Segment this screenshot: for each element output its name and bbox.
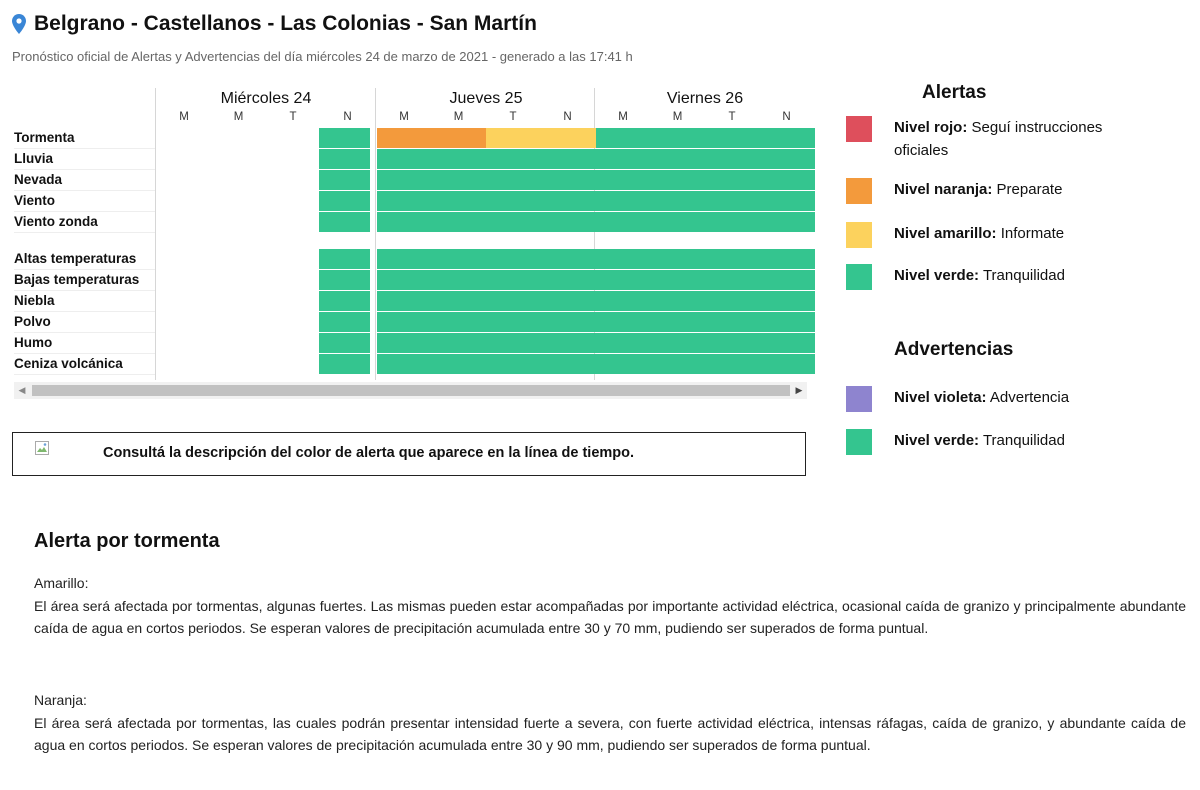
day-header: Jueves 25	[449, 90, 523, 107]
alert-cell[interactable]	[541, 128, 596, 148]
alert-cell[interactable]	[705, 312, 760, 332]
period-label: T	[728, 111, 736, 123]
alert-cell[interactable]	[319, 149, 370, 169]
row-label: Ceniza volcánica	[14, 353, 155, 375]
period-label: N	[563, 111, 572, 123]
period-label: T	[509, 111, 517, 123]
alert-cell[interactable]	[377, 149, 432, 169]
alert-cell[interactable]	[541, 212, 596, 232]
alert-cell[interactable]	[377, 291, 432, 311]
period-label: M	[618, 111, 628, 123]
alert-cell[interactable]	[705, 170, 760, 190]
alert-cell[interactable]	[705, 128, 760, 148]
alert-cell[interactable]	[596, 354, 651, 374]
alert-cell[interactable]	[596, 128, 651, 148]
legend-swatch	[846, 386, 872, 412]
alert-cell[interactable]	[377, 312, 432, 332]
alert-cell[interactable]	[541, 354, 596, 374]
alert-cell[interactable]	[319, 191, 370, 211]
legend-swatch	[846, 264, 872, 290]
alert-cell[interactable]	[705, 191, 760, 211]
alertas-title: Alertas	[922, 82, 987, 103]
alert-cell[interactable]	[486, 270, 541, 290]
alert-cell[interactable]	[432, 270, 487, 290]
alert-cell[interactable]	[377, 333, 432, 353]
legend-text: Nivel amarillo: Informate	[894, 225, 1065, 242]
broken-image-icon	[35, 441, 49, 455]
alert-cell[interactable]	[596, 191, 651, 211]
period-label: M	[672, 111, 683, 123]
alert-cell[interactable]	[596, 170, 651, 190]
day-separator	[375, 88, 376, 380]
alert-cell[interactable]	[541, 312, 596, 332]
period-label: M	[399, 111, 409, 123]
legend-text: Nivel naranja: Preparate	[894, 181, 1063, 198]
legend-text: Nivel verde: Tranquilidad	[894, 432, 1065, 449]
alert-cell[interactable]	[760, 212, 815, 232]
alert-cell[interactable]	[705, 212, 760, 232]
alert-cell[interactable]	[541, 291, 596, 311]
legend-swatch	[846, 178, 872, 204]
amarillo-label: Amarillo:	[34, 575, 89, 591]
legend-item	[846, 386, 1104, 412]
alert-cell[interactable]	[541, 191, 596, 211]
alert-cell[interactable]	[319, 270, 370, 290]
row-label: Bajas temperaturas	[14, 269, 155, 291]
row-label: Niebla	[14, 290, 155, 312]
alert-cell[interactable]	[705, 149, 760, 169]
row-label: Tormenta	[14, 127, 155, 149]
horizontal-scrollbar[interactable]	[14, 382, 807, 399]
alert-cell[interactable]	[651, 212, 706, 232]
period-label: N	[782, 111, 791, 123]
alert-cell[interactable]	[432, 212, 487, 232]
alert-cell[interactable]	[377, 128, 432, 148]
alert-cell[interactable]	[541, 170, 596, 190]
row-label: Lluvia	[14, 148, 155, 170]
alert-cell[interactable]	[705, 270, 760, 290]
alert-cell[interactable]	[541, 270, 596, 290]
alert-cell[interactable]	[651, 149, 706, 169]
naranja-label: Naranja:	[34, 692, 87, 708]
row-label: Viento zonda	[14, 211, 155, 233]
legend-item	[846, 222, 1104, 248]
alert-cell[interactable]	[377, 354, 432, 374]
alert-cell[interactable]	[486, 149, 541, 169]
scrollbar-thumb[interactable]	[32, 385, 790, 396]
alert-cell[interactable]	[651, 312, 706, 332]
row-label: Viento	[14, 190, 155, 212]
alert-cell[interactable]	[541, 149, 596, 169]
page-title: Belgrano - Castellanos - Las Colonias - San Martín	[34, 12, 537, 35]
alert-cell[interactable]	[651, 333, 706, 353]
alert-cell[interactable]	[377, 249, 432, 269]
alert-cell[interactable]	[377, 270, 432, 290]
day-header: Miércoles 24	[220, 90, 312, 107]
alert-cell[interactable]	[486, 212, 541, 232]
alert-cell[interactable]	[432, 291, 487, 311]
alert-cell[interactable]	[760, 191, 815, 211]
scroll-left-icon[interactable]: ◀	[18, 385, 26, 395]
alert-cell[interactable]	[319, 212, 370, 232]
alert-cell[interactable]	[596, 270, 651, 290]
page-header	[12, 12, 537, 36]
section-title: Alerta por tormenta	[34, 530, 220, 552]
alert-cell[interactable]	[432, 191, 487, 211]
alert-cell[interactable]	[651, 354, 706, 374]
alert-cell[interactable]	[705, 249, 760, 269]
alert-cell[interactable]	[319, 291, 370, 311]
row-label: Humo	[14, 332, 155, 354]
alert-cell[interactable]	[760, 333, 815, 353]
alert-cell[interactable]	[432, 312, 487, 332]
alert-cell[interactable]	[377, 212, 432, 232]
alert-cell[interactable]	[377, 170, 432, 190]
alert-cell[interactable]	[486, 128, 541, 148]
alert-cell[interactable]	[377, 191, 432, 211]
alert-cell[interactable]	[651, 191, 706, 211]
alert-cell[interactable]	[651, 128, 706, 148]
alert-cell[interactable]	[319, 312, 370, 332]
alert-cell[interactable]	[760, 270, 815, 290]
alert-cell[interactable]	[705, 333, 760, 353]
alert-cell[interactable]	[596, 212, 651, 232]
alert-cell[interactable]	[596, 291, 651, 311]
advertencias-title: Advertencias	[894, 339, 1014, 360]
alert-cell[interactable]	[319, 354, 370, 374]
row-label: Polvo	[14, 311, 155, 333]
legend-item	[846, 178, 1104, 204]
day-separator	[155, 88, 156, 380]
alert-cell[interactable]	[596, 249, 651, 269]
legend-swatch	[846, 116, 872, 142]
naranja-description: El área será afectada por tormentas, las cuales podrán presentar intensidad fuerte a severa, con fuerte actividad eléctrica, intensas ráfagas, caída de granizo, y abundante caída de agua en cortos periodos. Se esperan valores de precipitación acumulada entre 30 y 90 mm, pudiendo ser superados de forma puntual.	[34, 715, 1186, 753]
legend-text: Nivel rojo: Seguí instrucciones oficiales	[894, 119, 1103, 159]
day-header: Viernes 26	[666, 90, 744, 107]
alert-cell[interactable]	[319, 128, 370, 148]
alert-cell[interactable]	[432, 128, 487, 148]
alert-cell[interactable]	[760, 170, 815, 190]
legend-item	[846, 116, 1104, 162]
alert-cell[interactable]	[651, 170, 706, 190]
alert-cell[interactable]	[432, 333, 487, 353]
alert-cell[interactable]	[705, 291, 760, 311]
alert-cell[interactable]	[705, 354, 760, 374]
alert-cell[interactable]	[486, 333, 541, 353]
timeline-note	[12, 432, 806, 476]
alert-cell[interactable]	[541, 333, 596, 353]
alert-cell[interactable]	[541, 249, 596, 269]
legend-swatch	[846, 222, 872, 248]
alert-cell[interactable]	[760, 354, 815, 374]
legend-text: Nivel violeta: Advertencia	[894, 389, 1070, 406]
period-label: M	[453, 111, 464, 123]
alert-cell[interactable]	[596, 312, 651, 332]
alert-cell[interactable]	[651, 270, 706, 290]
alert-cell[interactable]	[760, 128, 815, 148]
alert-cell[interactable]	[432, 170, 487, 190]
alert-cell[interactable]	[486, 354, 541, 374]
alert-cell[interactable]	[651, 249, 706, 269]
location-pin-icon	[12, 14, 26, 34]
page-subtitle: Pronóstico oficial de Alertas y Advertencias del día miércoles 24 de marzo de 2021 - generado a las 17:41 h	[12, 49, 633, 64]
alert-cell[interactable]	[432, 149, 487, 169]
period-label: M	[179, 111, 189, 123]
alert-cell[interactable]	[760, 249, 815, 269]
alert-cell[interactable]	[596, 333, 651, 353]
timeline-note-text: Consultá la descripción del color de alerta que aparece en la línea de tiempo.	[103, 445, 635, 461]
scroll-right-icon[interactable]: ▶	[795, 385, 803, 395]
alert-cell[interactable]	[319, 249, 370, 269]
alert-cell[interactable]	[319, 333, 370, 353]
legend-text: Nivel verde: Tranquilidad	[894, 267, 1065, 284]
period-label: N	[343, 111, 352, 123]
amarillo-description: El área será afectada por tormentas, algunas fuertes. Las mismas pueden estar acompañadas por importante actividad eléctrica, ocasional caída de granizo y principalmente abundante caída de agua en cortos periodos. Se esperan valores de precipitación acumulada entre 30 y 70 mm, pudiendo ser superados de forma puntual.	[34, 598, 1186, 636]
alert-cell[interactable]	[432, 249, 487, 269]
row-label: Altas temperaturas	[14, 248, 155, 270]
legend-item	[846, 429, 1104, 455]
alert-cell[interactable]	[486, 312, 541, 332]
legend-swatch	[846, 429, 872, 455]
legend-item	[846, 264, 1104, 290]
alert-cell[interactable]	[596, 149, 651, 169]
alert-cell[interactable]	[760, 291, 815, 311]
alert-timeline	[12, 86, 809, 406]
alert-cell[interactable]	[760, 149, 815, 169]
alert-cell[interactable]	[486, 291, 541, 311]
alert-cell[interactable]	[760, 312, 815, 332]
alert-cell[interactable]	[432, 354, 487, 374]
alert-cell[interactable]	[486, 249, 541, 269]
row-label: Nevada	[14, 169, 155, 191]
alert-cell[interactable]	[486, 191, 541, 211]
alert-cell[interactable]	[319, 170, 370, 190]
alert-cell[interactable]	[486, 170, 541, 190]
period-label: T	[289, 111, 297, 123]
period-label: M	[233, 111, 244, 123]
alert-cell[interactable]	[651, 291, 706, 311]
